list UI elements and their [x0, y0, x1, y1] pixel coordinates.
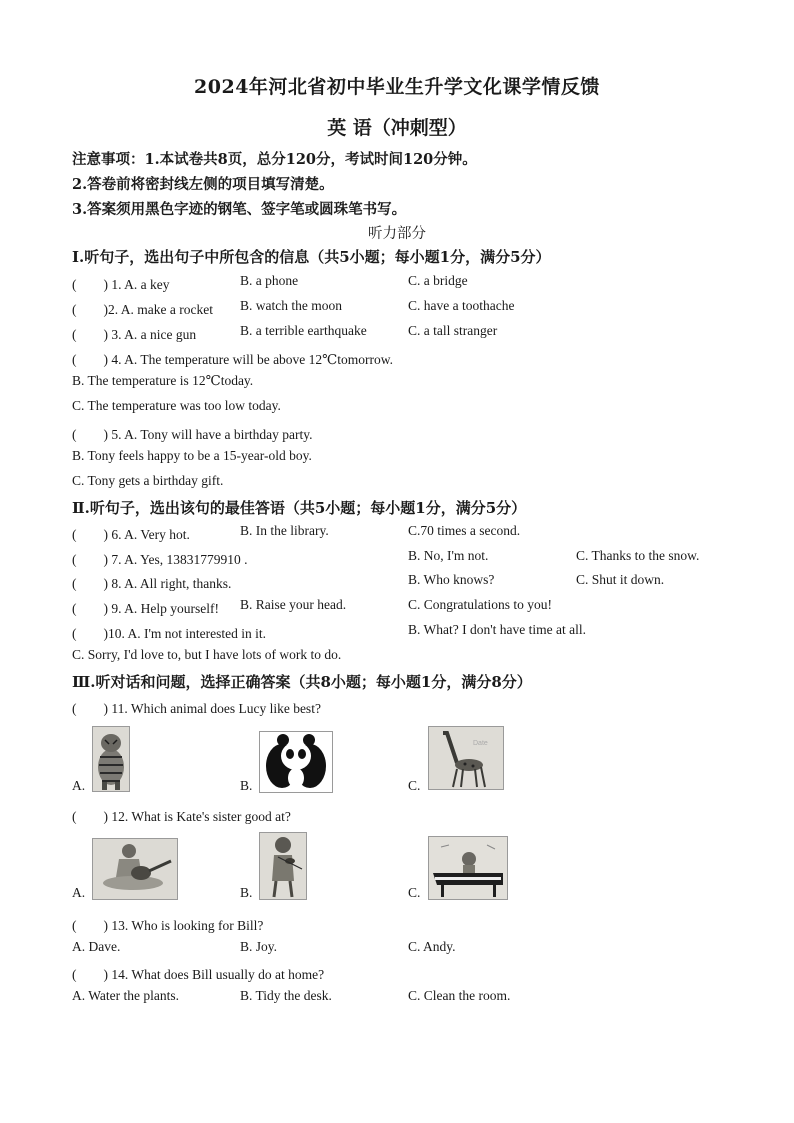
q5-option-c: C. Tony gets a birthday gift. [72, 473, 224, 488]
q14-stem: ( ) 14. What does Bill usually do at home? [72, 967, 325, 982]
q7-option-b: B. No, I'm not. [408, 548, 489, 563]
q4-option-c: C. The temperature was too low today. [72, 398, 281, 413]
q6-option-a: ( ) 6. A. Very hot. [72, 527, 190, 542]
part-title: 听力部分 [368, 226, 426, 242]
q11-label-a: A. [72, 778, 86, 793]
q3-option-a: ( ) 3. A. a nice gun [72, 327, 197, 342]
q13-stem: ( ) 13. Who is looking for Bill? [72, 918, 264, 933]
q12-stem: ( ) 12. What is Kate's sister good at? [72, 809, 291, 824]
q8-option-a: ( ) 8. A. All right, thanks. [72, 576, 232, 591]
q4-option-b: B. The temperature is 12℃today. [72, 373, 254, 388]
q14-option-b: B. Tidy the desk. [240, 988, 332, 1003]
q5-option-b: B. Tony feels happy to be a 15-year-old boy. [72, 448, 312, 463]
q8-option-b: B. Who knows? [408, 572, 495, 587]
q7-option-a: ( ) 7. A. Yes, 13831779910 . [72, 552, 248, 567]
q11-stem: ( ) 11. Which animal does Lucy like best? [72, 701, 321, 716]
q12-label-c: C. [408, 885, 421, 900]
q9-option-b: B. Raise your head. [240, 597, 347, 612]
q6-option-b: B. In the library. [240, 523, 329, 538]
q1-option-a: ( ) 1. A. a key [72, 277, 170, 292]
q5-option-a: ( ) 5. A. Tony will have a birthday party. [72, 427, 313, 442]
section-3-heading: Ⅲ.听对话和问题，选择正确答案（共8小题；每小题1分，满分8分） [72, 673, 532, 691]
q1-option-c: C. a bridge [408, 273, 468, 288]
q10-option-b: B. What? I don't have time at all. [408, 622, 587, 637]
q9-option-a: ( ) 9. A. Help yourself! [72, 601, 219, 616]
q14-option-a: A. Water the plants. [72, 988, 180, 1003]
q7-option-c: C. Thanks to the snow. [576, 548, 700, 563]
piano-player-icon [428, 836, 508, 900]
q9-option-c: C. Congratulations to you! [408, 597, 552, 612]
q13-option-a: A. Dave. [72, 939, 121, 954]
q12-label-b: B. [240, 885, 253, 900]
tiger-icon [92, 726, 130, 792]
q2-option-b: B. watch the moon [240, 298, 342, 313]
q13-option-b: B. Joy. [240, 939, 278, 954]
giraffe-icon [428, 726, 504, 790]
guitar-player-icon [92, 838, 178, 900]
exam-subtitle: 英 语（冲刺型） [327, 117, 467, 139]
q14-option-c: C. Clean the room. [408, 988, 511, 1003]
exam-title: 2024年河北省初中毕业生升学文化课学情反馈 [194, 76, 600, 98]
q6-option-c: C.70 times a second. [408, 523, 521, 538]
note-2: 2.答卷前将密封线左侧的项目填写清楚。 [72, 176, 334, 193]
violin-player-icon [259, 832, 307, 900]
section-1-heading: Ⅰ.听句子，选出句子中所包含的信息（共5小题；每小题1分，满分5分） [72, 248, 551, 266]
q11-label-b: B. [240, 778, 253, 793]
q12-label-a: A. [72, 885, 86, 900]
q2-option-c: C. have a toothache [408, 298, 515, 313]
q4-option-a: ( ) 4. A. The temperature will be above 12℃tomorrow. [72, 352, 394, 367]
svg-text:Date: Date [473, 740, 488, 747]
panda-icon [259, 731, 333, 793]
q1-option-b: B. a phone [240, 273, 299, 288]
section-2-heading: Ⅱ.听句子，选出该句的最佳答语（共5小题；每小题1分，满分5分） [72, 499, 527, 517]
note-1: 注意事项：1.本试卷共8页，总分120分，考试时间120分钟。 [72, 151, 477, 168]
q10-option-c: C. Sorry, I'd love to, but I have lots of work to do. [72, 647, 342, 662]
q13-option-c: C. Andy. [408, 939, 456, 954]
q3-option-c: C. a tall stranger [408, 323, 498, 338]
q2-option-a: ( )2. A. make a rocket [72, 302, 213, 317]
q3-option-b: B. a terrible earthquake [240, 323, 367, 338]
q8-option-c: C. Shut it down. [576, 572, 665, 587]
note-3: 3.答案须用黑色字迹的钢笔、签字笔或圆珠笔书写。 [72, 201, 407, 218]
q10-option-a: ( )10. A. I'm not interested in it. [72, 626, 267, 641]
q11-label-c: C. [408, 778, 421, 793]
